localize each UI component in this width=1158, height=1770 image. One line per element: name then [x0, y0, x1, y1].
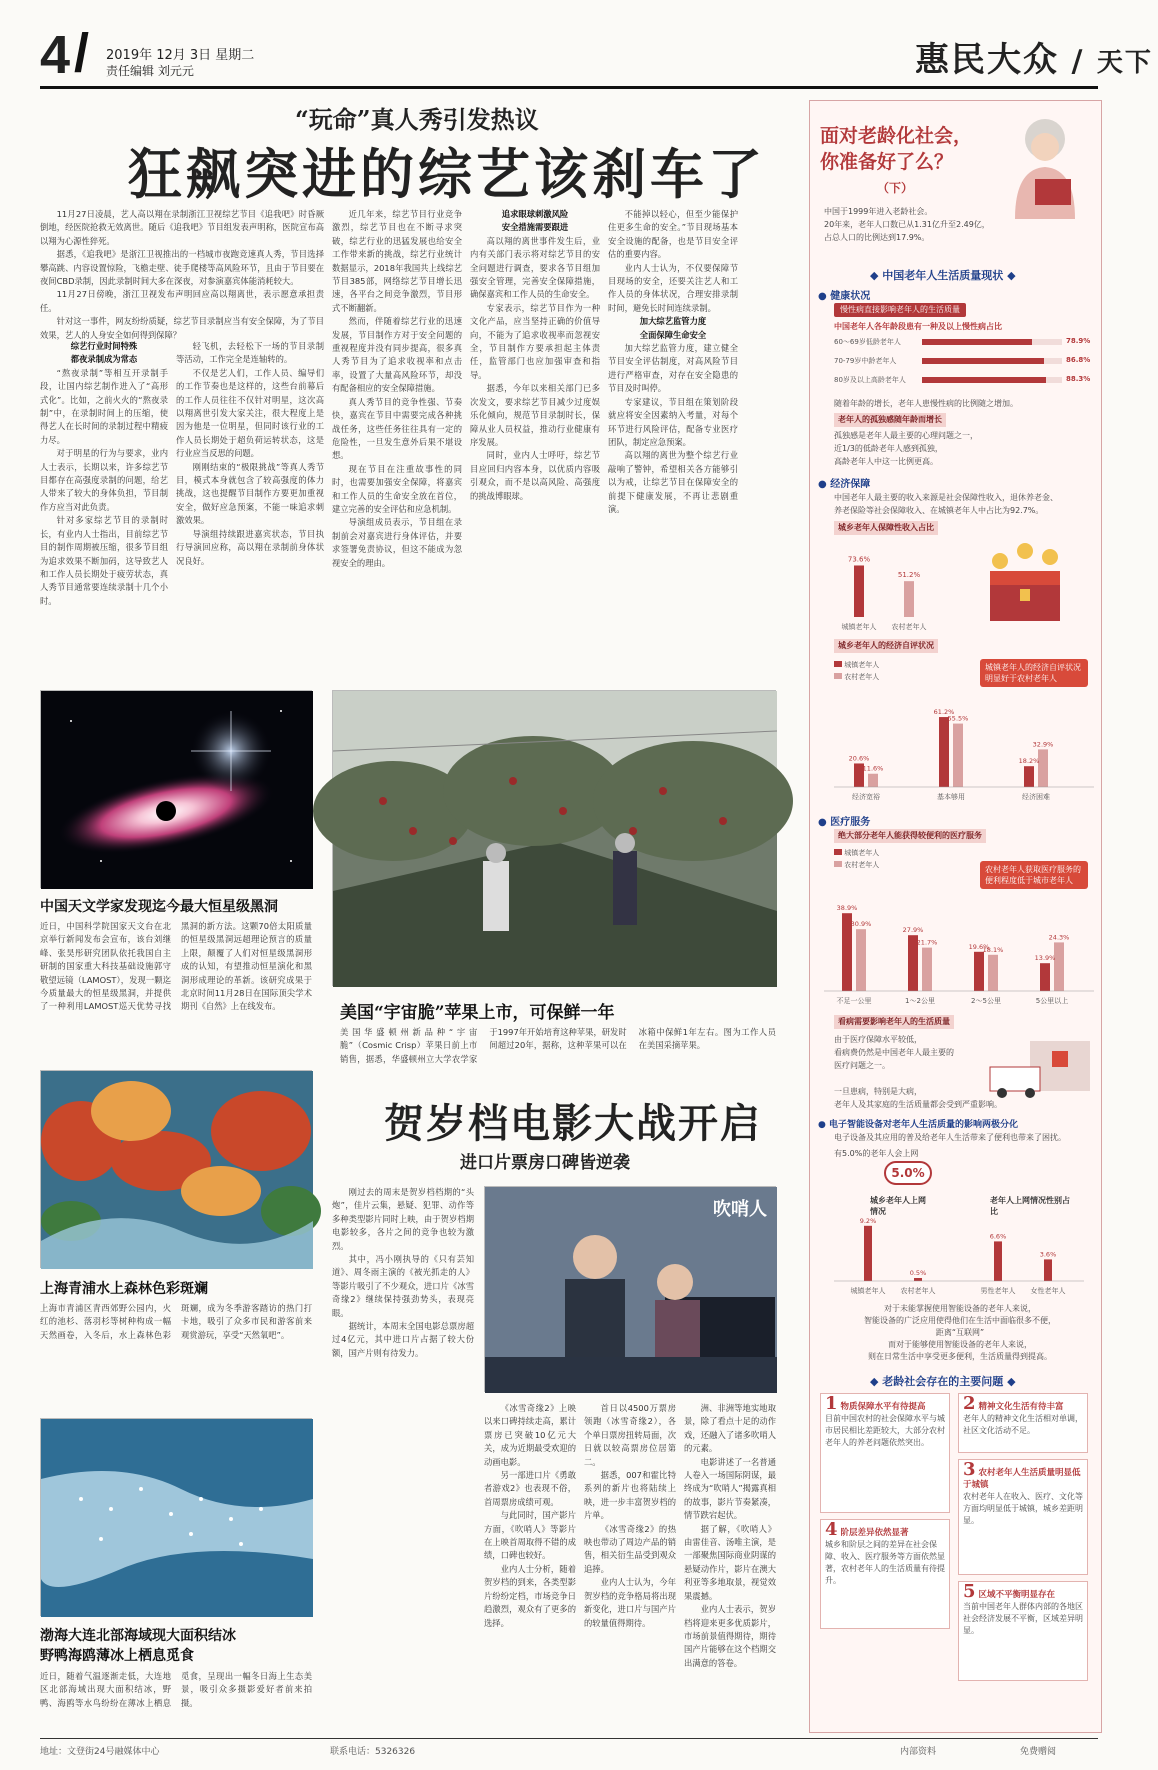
problem-title: 阶层差异依然显著	[837, 1528, 909, 1538]
internet-label: 农村老年人	[900, 1287, 936, 1295]
blackhole-text: 近日，中国科学院国家天文台在北京举行新闻发布会宣布，该台刘继峰、张昊彤研究团队依托我国自主研制的国家重大科技基础设施郭守敬望远镜（LAMOST），发现一颗迄今质量最大的恒星级黑洞，并提供了一种利用LAMOST巡天优势寻找黑洞的新方法。这颗70倍太阳质量的恒星级黑洞远超理论预言的质量上限，颠覆了人们对恒星级黑洞形成的认知，有望推动恒星演化和黑洞形成理论的革新。该研究成果于北京时间11月28日在国际顶尖学术期刊《自然》上在线发布。	[40, 921, 312, 1012]
footer-note-1: 内部资料	[900, 1747, 937, 1757]
medical-value-urban: 19.6%	[968, 942, 990, 951]
problem-text: 农村老年人在收入、医疗、文化等方面均明显低于城镇，城乡差距明显。	[963, 1492, 1083, 1525]
problem-heading	[825, 1393, 945, 1414]
elderly-woman-icon	[995, 109, 1095, 219]
forest-caption: 上海青浦水上森林色彩斑斓	[40, 1281, 208, 1297]
lead-col3-paragraph: 刚刚结束的“极限挑战”等真人秀节目，模式本身就包含了较高强度的体力挑战，这也提醒节目制作方要更加重视安全，做好应急预案，不能一味追求刺激效果。	[176, 461, 324, 526]
movie-col1-paragraph: 据统计，本周末全国电影总票房超过4亿元，其中进口片占据了较大份额，国产片则有待发力。	[332, 1321, 474, 1358]
editor-credit: 责任编辑 刘元元	[106, 64, 194, 78]
problems-title-text: 老龄社会存在的主要问题	[882, 1375, 1004, 1388]
movie-column-1	[332, 1186, 474, 1732]
seagull-illustration	[41, 1419, 313, 1617]
digital-note	[830, 1303, 1090, 1363]
section-title: ◆ 中国老年人生活质量现状 ◆	[870, 269, 1016, 282]
problem-heading	[963, 1459, 1083, 1491]
problems-title: ◆ 老龄社会存在的主要问题 ◆	[870, 1375, 1016, 1388]
lonely-line-1: 孤独感是老年人最主要的心理问题之一，	[834, 431, 978, 440]
problem-text: 目前中国农村的社会保障水平与城市居民相比差距较大，大部分农村老年人的养老问题依然突出。	[825, 1414, 945, 1447]
medical-legend-urban: 城镇老年人	[844, 849, 880, 857]
problem-title: 区域不平衡明显存在	[975, 1590, 1055, 1600]
lead-column-5	[470, 208, 600, 640]
expense-value-urban: 61.2%	[933, 708, 955, 717]
forest-photo	[40, 1070, 312, 1268]
header-rule	[40, 86, 1098, 89]
internet-bar	[994, 1241, 1002, 1281]
chronic-bar	[922, 377, 1046, 383]
medical-group-label: 2～5公里	[971, 997, 1001, 1005]
internet-badge: 5.0%	[884, 1161, 932, 1185]
footer-note-2: 免费赠阅	[1020, 1747, 1057, 1757]
lead-col5-paragraph: 据悉，今年以来相关部门已多次发文，要求综艺节目减少过度娱乐化倾向，规范节目录制时长，保障从业人员权益，推动行业健康有序发展。	[470, 383, 600, 447]
pension-label: 农村老年人	[891, 623, 927, 631]
problem-card	[958, 1393, 1088, 1453]
medical-bar-rural	[988, 955, 998, 991]
lead-column-1	[40, 208, 324, 340]
expense-group-label: 经济宽裕	[852, 793, 880, 801]
brand-name: 惠民大众	[915, 40, 1059, 80]
forest-illustration	[41, 1071, 313, 1269]
expense-bar-urban	[939, 717, 949, 787]
expense-value-rural: 55.5%	[947, 714, 969, 723]
medical-value-rural: 24.3%	[1048, 933, 1070, 942]
chronic-value: 88.3%	[1066, 375, 1091, 383]
movie-col4-paragraph: 业内人士表示，贺岁档将迎来更多优质影片，市场前景值得期待，期待国产片能够在这个档期交出满意的答卷。	[684, 1604, 776, 1668]
lead-col4-paragraph: 现在节目在注重故事性的同时，也需要加强安全保障，将嘉宾和工作人员的生命安全放在首位，建立完善的安全评估和应急机制。	[332, 463, 462, 514]
internet-label: 男性老年人	[980, 1287, 1016, 1295]
medical-group-label: 不足一公里	[836, 997, 872, 1005]
internet-value: 9.2%	[859, 1216, 877, 1225]
movie-poster-title: 吹哨人	[713, 1199, 767, 1220]
infographic-title-line2: 你准备好了么？	[820, 151, 954, 173]
legend-rural: 农村老年人	[844, 673, 880, 681]
chronic-bars	[834, 335, 1094, 395]
lead-column-6	[608, 208, 738, 640]
apple-orchard-illustration	[333, 691, 777, 987]
expense-bar-rural	[1038, 749, 1048, 787]
medical-bar-urban	[974, 952, 984, 991]
internet-chart	[824, 1211, 1094, 1299]
expense-bar-urban	[1024, 766, 1034, 787]
chronic-row-label: 60～69岁低龄老年人	[834, 338, 901, 346]
internet-bar	[1044, 1259, 1052, 1281]
internet-value: 0.5%	[909, 1269, 927, 1277]
blackhole-illustration	[41, 691, 313, 889]
internet-text: 有5.0%的老年人会上网	[834, 1149, 919, 1158]
digital-note-1: 对于未能掌握使用智能设备的老年人来说，	[884, 1304, 1036, 1313]
lead-col3-paragraph: 导演组持续跟进嘉宾状态，节目执行导演回应称，高以翔在录制前身体状况良好。	[176, 528, 324, 566]
problem-number: 1	[825, 1393, 838, 1414]
infographic-title-part: （下）	[876, 181, 913, 195]
problem-title: 农村老年人生活质量明显低于城镇	[963, 1468, 1081, 1490]
medical-value-urban: 13.9%	[1034, 954, 1056, 963]
medical-group-label: 5公里以上	[1035, 997, 1069, 1005]
lead-intro-paragraph: 据悉，《追我吧》是浙江卫视推出的一档城市夜跑竞速真人秀，节目选择攀高跳、内容设置惊险，飞檐走壁、徒手爬楼等高风险环节，且由于节目要在夜间CBD录制，因此录制时间大多在深夜，对参演嘉宾体能消耗较大。	[40, 249, 324, 287]
lead-col6-paragraph: 加大综艺监管力度，建立健全节目安全评估制度，对高风险节目进行严格审查，对存在安全隐患的节目及时叫停。	[608, 343, 738, 394]
economy-line-2: 养老保险等社会保障收入、在城镇老年人中占比为92.7%。	[834, 506, 1044, 515]
seagull-photo	[40, 1418, 312, 1616]
digital-text: 电子设备及其应用的普及给老年人生活带来了便利也带来了困扰。	[834, 1133, 1066, 1142]
chronic-pill: 慢性病直接影响老年人的生活质量	[834, 303, 966, 317]
chronic-bar	[922, 339, 1032, 345]
movie-headline: 贺岁档电影大战开启	[384, 1100, 762, 1147]
stay-line-2: 看病费仍然是中国老年人最主要的	[834, 1048, 954, 1057]
chronic-row-label: 70-79岁中龄老年人	[834, 357, 897, 365]
aging-infographic	[809, 100, 1102, 1733]
problem-number: 3	[963, 1459, 976, 1480]
movie-col2-paragraph: 与此同时，国产影片方面，《吹哨人》等影片在上映首周取得不错的成绩，口碑也较好。	[484, 1510, 576, 1561]
internet-value: 3.6%	[1039, 1250, 1057, 1259]
chronic-bar	[922, 358, 1044, 364]
pension-value: 51.2%	[897, 571, 921, 580]
expense-callout: 城镇老年人的经济自评状况明显好于农村老年人	[980, 659, 1088, 687]
lead-col4-paragraph: 近几年来，综艺节目行业竞争激烈，综艺节目也在不断寻求突破，综艺行业的迅猛发展也给安全工作带来新的挑战，综艺行业统计数据显示，2018年我国共上线综艺节目385部，网络综艺节目增长迅速，各平台之间竞争激烈，节目形式不断翻新。	[332, 209, 462, 313]
chronic-row	[834, 354, 1094, 368]
expense-pill: 城乡老年人的经济自评状况	[834, 639, 938, 653]
problem-title: 精神文化生活有待丰富	[975, 1402, 1064, 1412]
expense-value-urban: 18.2%	[1018, 757, 1040, 766]
footer-address: 地址：文登街24号融媒体中心	[40, 1747, 160, 1757]
stay-line-3: 医疗问题之一。	[834, 1061, 890, 1070]
medical-title: 医疗服务	[830, 817, 871, 828]
lead-col2-paragraph: 针对多家综艺节目的录制时长，有业内人士指出，目前综艺节目的制作周期被压缩，很多节目组为追求效果不断加码，这导致艺人和工作人员长期处于疲劳状态，真人秀节目通常要连续录制十几个小时。	[40, 515, 168, 606]
lead-column-4	[332, 208, 462, 640]
problem-card	[820, 1519, 950, 1629]
infographic-title-line1: 面对老龄化社会，	[820, 125, 973, 147]
pension-label: 城镇老年人	[841, 623, 877, 631]
page-number-slash: /	[74, 23, 90, 83]
lead-intro-paragraph: 针对这一事件，网友纷纷质疑，综艺节目录制应当有安全保障，为了节目效果，艺人的人身安全如何得到保障？	[40, 316, 324, 340]
digital-title: 电子智能设备对老年人生活质量的影响两极分化	[829, 1120, 1019, 1130]
movie-col4-paragraph: 据了解，《吹哨人》由雷佳音、汤唯主演，是一部聚焦国际商业阴谋的悬疑动作片，影片在澳大利亚等多地取景，视觉效果震撼。	[684, 1523, 776, 1601]
intro-line-1: 中国于1999年进入老龄社会。	[824, 207, 933, 216]
medical-bar-rural	[856, 929, 866, 991]
movie-col2-paragraph: 业内人士分析，随着贺岁档的到来，各类型影片纷纷定档，市场竞争日趋激烈，观众有了更多的选择。	[484, 1563, 576, 1628]
problems-grid	[820, 1393, 1092, 1723]
lead-intro-paragraph: 11月27日傍晚，浙江卫视发布声明回应高以翔离世，表示愿意承担责任。	[40, 289, 324, 313]
movie-col3-paragraph: 《冰雪奇缘2》的热映也带动了周边产品的销售，相关衍生品受到观众追捧。	[584, 1523, 676, 1574]
expense-chart	[834, 691, 1094, 807]
movie-col4-paragraph: 电影讲述了一名普通人卷入一场国际阴谋，最终成为“吹哨人”揭露真相的故事，影片节奏紧凑，情节跌宕起伏。	[684, 1456, 776, 1521]
lead-kicker: “玩命”真人秀引发热议	[295, 105, 539, 134]
movie-col3-paragraph: 首日以4500万票房领跑（冰雪奇缘2），各个单日票房扭转局面，次日就以较高票房位居第二。	[584, 1403, 676, 1467]
lead-col6-paragraph: 不能掉以轻心，但至少能保护住更多生命的安全。”节目现场基本安全设施的配备，也是节目安全评估的重要内容。	[608, 209, 738, 260]
lead-col2-paragraph: “熬夜录制”等相互开录制手段，让国内综艺制作进入了“高形式化”。比如，之前火火的“熬夜录制”中，在录制时间上的压缩，使得艺人在长时间的录制过程中精疲力尽。	[40, 367, 168, 445]
lead-col3-paragraph: 轻飞机，去轻松下一场的节目录制等活动，工作完全是连轴转的。	[176, 341, 324, 365]
chronic-value: 86.8%	[1066, 356, 1091, 364]
medical-pill: 绝大部分老年人能获得较便利的医疗服务	[834, 829, 986, 843]
lonely-line-2: 近1/3的低龄老年人感到孤独，	[834, 444, 943, 453]
expense-bar-rural	[868, 774, 878, 787]
treasure-chest-icon	[970, 541, 1080, 631]
intro-line-3: 占总人口的比例达到17.9%。	[824, 233, 930, 242]
problem-card	[820, 1393, 950, 1513]
internet-bar	[914, 1278, 922, 1281]
internet-label: 女性老年人	[1030, 1287, 1066, 1295]
lead-col6-paragraph: 业内人士认为，不仅要保障节目现场的安全，还要关注艺人和工作人员的身体状况，合理安排录制时间，避免长时间连续录制。	[608, 262, 738, 313]
lead-col4-paragraph: 导演组成员表示，节目组在录制前会对嘉宾进行身体评估，并要求签署免责协议，但这不能成为忽视安全的理由。	[332, 517, 462, 568]
pension-bar	[904, 581, 914, 617]
apple-text: 美国华盛顿州新品种“宇宙脆”（Cosmic Crisp）苹果日前上市销售，据悉，华盛顿州立大学农学家于1997年开始培育这种苹果，研发时间超过20年，据称，这种苹果可以在冰箱中保鲜1年左右。图为工作人员在美国采摘苹果。	[340, 1027, 776, 1064]
issue-date: 2019年 12月 3日 星期二	[106, 48, 255, 63]
lonely-pill: 老年人的孤独感随年龄而增长	[834, 413, 946, 427]
page-number: 4	[40, 25, 69, 85]
problem-title: 物质保障水平有待提高	[837, 1402, 926, 1412]
lead-col5-paragraph: 专家表示，综艺节目作为一种文化产品，应当坚持正确的价值导向，不能为了追求收视率而忽视安全，节目制作方要承担起主体责任，监管部门也应加强审查和指导。	[470, 302, 600, 380]
pension-pill: 城乡老年人保障性收入占比	[834, 521, 938, 535]
medical-value-rural: 21.7%	[916, 938, 938, 947]
digital-heading: ● 电子智能设备对老年人生活质量的影响两极分化	[818, 1120, 1019, 1130]
lead-col4-paragraph: 真人秀节目的竞争性强、节奏快，嘉宾在节目中需要完成各种挑战任务，这些任务往往具有一定的危险性，一旦发生意外后果不堪设想。	[332, 396, 462, 461]
medical-group-label: 1～2公里	[905, 997, 935, 1005]
urban-rural-label: 城乡老年人上网情况	[870, 1196, 926, 1216]
footer-rule	[40, 1738, 1098, 1739]
lead-column-3	[176, 340, 324, 640]
economy-heading: ● 经济保障	[818, 479, 871, 490]
section-title-text: 中国老年人生活质量现状	[882, 269, 1004, 282]
blackhole-photo	[40, 690, 312, 888]
problem-card	[958, 1581, 1088, 1681]
lead-col2-paragraph: 对于明星的行为与要求，业内人士表示，长期以来，许多综艺节目都存在高强度录制的问题，给艺人带来了较大的身体负担，节目制作方应当对此负责。	[40, 448, 168, 512]
infographic-title	[820, 123, 972, 201]
digital-note-5: 则在日常生活中享受更多便利，生活质量得到提高。	[868, 1352, 1052, 1361]
medical-bar-rural	[922, 948, 932, 991]
problem-number: 4	[825, 1519, 838, 1540]
stay-2-line-1: 一旦患病，特别是大病，	[834, 1087, 922, 1096]
medical-value-rural: 30.9%	[850, 920, 872, 929]
internet-label: 城镇老年人	[850, 1287, 886, 1295]
lead-col6-paragraph: 高以翔的离世为整个综艺行业敲响了警钟，希望相关各方能够引以为戒，让综艺节目在保障安全的前提下健康发展，不再让悲剧重演。	[608, 450, 738, 514]
chronic-row	[834, 373, 1094, 387]
movie-poster	[484, 1186, 776, 1392]
lead-subhead-2: 追求眼球刺激风险 安全措施需要跟进	[501, 209, 569, 233]
legend-urban: 城镇老年人	[844, 661, 880, 669]
medical-value-urban: 27.9%	[902, 926, 924, 935]
lead-subhead-3: 加大综艺监管力度 全面保障生命安全	[639, 316, 707, 340]
movie-col2-paragraph: 《冰雪奇缘2》上映以来口碑持续走高，累计票房已突破10亿元大关，成为近期最受欢迎的动画电影。	[484, 1403, 576, 1467]
economy-text	[834, 491, 1094, 517]
lead-column-2	[40, 340, 168, 640]
medical-chart	[824, 891, 1094, 1011]
problem-heading	[825, 1519, 945, 1540]
movie-col3-paragraph: 据悉，007和霍比特系列的新片也将陆续上映，进一步丰富贺岁档的片单。	[584, 1470, 676, 1521]
movie-column-2	[484, 1402, 576, 1732]
movie-col1-paragraph: 其中，冯小刚执导的《只有芸知道》、周冬雨主演的《被光抓走的人》等影片吸引了不少观众，进口片《冰雪奇缘2》继续保持强劲势头，表现亮眼。	[332, 1254, 474, 1318]
problem-card	[958, 1459, 1088, 1575]
blackhole-caption: 中国天文学家发现迄今最大恒星级黑洞	[40, 899, 278, 915]
problem-heading	[963, 1581, 1083, 1602]
pension-bar	[854, 565, 864, 617]
age-note: 随着年龄的增长，老年人患慢性病的比例随之增加。	[834, 399, 1018, 408]
stay-pill: 看病需要影响老年人的生活质量	[834, 1015, 954, 1029]
movie-column-4	[684, 1402, 776, 1732]
medical-value-urban: 38.9%	[836, 904, 858, 913]
stay-2-line-2: 老年人及其家庭的生活质量都会受到严重影响。	[834, 1100, 1002, 1109]
digital-note-4: 而对于能够使用智能设备的老年人来说，	[888, 1340, 1032, 1349]
medical-bar-urban	[1040, 963, 1050, 991]
medical-legend	[834, 847, 879, 871]
lonely-text	[834, 429, 1024, 468]
expense-value-urban: 20.6%	[848, 754, 870, 763]
economy-line-1: 中国老年人最主要的收入来源是社会保障性收入，退休养老金、	[834, 493, 1058, 502]
movie-col1-paragraph: 刚过去的周末是贺岁档档期的“头炮”，佳片云集，悬疑、犯罪、动作等多种类型影片同时上映，由于贺岁档期电影较多，各片之间的竞争也较为激烈。	[332, 1187, 474, 1251]
pension-chart	[834, 539, 954, 635]
movie-subhead: 进口片票房口碑皆逆袭	[460, 1153, 630, 1173]
problem-heading	[963, 1393, 1083, 1414]
lead-col5-paragraph: 高以翔的离世事件发生后，业内有关部门表示将对综艺节目的安全问题进行调查，要求各节目组加强安全管理，完善安全保障措施，确保嘉宾和工作人员的生命安全。	[470, 235, 600, 300]
intro-text	[824, 205, 1004, 244]
medical-value-rural: 18.1%	[982, 945, 1004, 954]
medical-callout: 农村老年人获取医疗服务的便利程度低于城市老年人	[980, 861, 1088, 889]
health-title: 健康状况	[830, 291, 871, 302]
intro-line-2: 20年来，老年人口数已从1.31亿升至2.49亿，	[824, 220, 990, 229]
lead-col5-paragraph: 同时，业内人士呼吁，综艺节目应回归内容本身，以优质内容吸引观众，而不是以高风险、高强度的挑战博眼球。	[470, 450, 600, 501]
problem-text: 当前中国老年人群体内部的各地区社会经济发展不平衡，区域差异明显。	[963, 1602, 1083, 1635]
apple-caption: 美国“宇宙脆”苹果上市，可保鲜一年	[340, 1003, 615, 1023]
medical-legend-rural: 农村老年人	[844, 861, 880, 869]
footer-phone: 联系电话：5326326	[330, 1747, 416, 1757]
section-name: 天下	[1096, 48, 1153, 78]
expense-bar-rural	[953, 724, 963, 787]
masthead-brand: 惠民大众 / 天下	[915, 40, 1153, 80]
movie-column-3	[584, 1402, 676, 1732]
digital-note-2: 智能设备的广泛应用使得他们在生活中面临很多不便，	[864, 1316, 1056, 1325]
lead-col3-paragraph: 不仅是艺人们，工作人员、编导们的工作节奏也是这样的，这些台前幕后的工作人员往往不仅针对明星，这次高以翔离世引发大家关注，很大程度上是因为他是一位明星，但同时该行业的工作人员长期处于超负荷运转状态，这是行业应当反思的问题。	[176, 367, 324, 459]
expense-group-label: 基本够用	[937, 793, 965, 801]
gender-label: 老年人上网情况性别占比	[990, 1196, 1070, 1216]
chronic-value: 78.9%	[1066, 337, 1091, 345]
problem-text: 老年人的精神文化生活相对单调，社区文化活动不足。	[963, 1414, 1083, 1435]
seagull-text: 近日，随着气温逐渐走低，大连地区北部海域出现大面积结冰，野鸭、海鸥等水鸟纷纷在薄冰上栖息觅食，呈现出一幅冬日海上生态美景，吸引众多摄影爱好者前来拍摄。	[40, 1671, 312, 1708]
medical-heading: ● 医疗服务	[818, 817, 871, 828]
expense-value-rural: 11.6%	[862, 764, 884, 773]
forest-text: 上海市青浦区青西郊野公园内，火红的池杉、落羽杉等树种构成一幅天然画卷，入冬后，水上森林色彩斑斓，成为冬季游客踏访的热门打卡地，吸引了众多市民和游客前来观赏游玩，享受“天然氧吧”。	[40, 1303, 312, 1340]
chronic-title: 中国老年人各年龄段患有一种及以上慢性病占比	[834, 322, 1002, 331]
lonely-line-3: 高龄老年人中这一比例更高。	[834, 457, 938, 466]
pension-value: 73.6%	[847, 555, 871, 564]
apple-photo	[332, 690, 776, 986]
economy-title: 经济保障	[830, 479, 871, 490]
expense-legend	[834, 659, 879, 683]
problem-number: 2	[963, 1393, 976, 1414]
movie-col3-paragraph: 业内人士认为，今年贺岁档的竞争格局将出现新变化，进口片与国产片的较量值得期待。	[584, 1577, 676, 1628]
lead-headline: 狂飙突进的综艺该刹车了	[128, 142, 766, 206]
lead-col4-paragraph: 然而，伴随着综艺行业的迅速发展，节目制作方对于安全问题的重视程度并没有同步提高，很多真人秀节目为了追求收视率和点击率，设置了大量高风险环节，却没有配备相应的安全保障措施。	[332, 316, 462, 394]
internet-value: 6.6%	[989, 1232, 1007, 1241]
chronic-row-label: 80岁及以上高龄老年人	[834, 376, 906, 384]
movie-col2-paragraph: 另一部进口片《勇敢者游戏2》也表现不俗，首周票房成绩可观。	[484, 1470, 576, 1507]
chronic-row	[834, 335, 1094, 349]
stay-line-1: 由于医疗保障水平较低，	[834, 1035, 922, 1044]
stay-text-2	[834, 1085, 1084, 1111]
medical-bar-rural	[1054, 942, 1064, 991]
internet-bar	[864, 1226, 872, 1281]
problem-text: 城乡和阶层之间的差异在社会保障、收入、医疗服务等方面依然显著，农村老年人的生活质量有待提升。	[825, 1540, 945, 1585]
stay-text	[834, 1033, 984, 1072]
seagull-caption: 渤海大连北部海域现大面积结冰 野鸭海鸥薄冰上栖息觅食	[40, 1628, 236, 1664]
movie-col4-paragraph: 洲、非洲等地实地取景，除了看点十足的动作戏，还融入了诸多吹哨人的元素。	[684, 1403, 776, 1454]
lead-col6-paragraph: 专家建议，节目组在策划阶段就应将安全因素纳入考量，对每个环节进行风险评估，配备专业医疗团队，制定应急预案。	[608, 396, 738, 447]
expense-value-rural: 32.9%	[1032, 740, 1054, 749]
health-heading: ● 健康状况	[818, 291, 871, 302]
problem-number: 5	[963, 1581, 976, 1602]
digital-note-3: 距离“互联网”	[935, 1328, 985, 1337]
lead-intro-paragraph: 11月27日凌晨，艺人高以翔在录制浙江卫视综艺节目《追我吧》时昏厥倒地，经医院抢救无效离世。随后《追我吧》节目组发表声明称，医院宣布高以翔为心源性猝死。	[40, 209, 324, 246]
lead-subhead-1: 综艺行业时间特殊 都夜录制成为常态	[70, 341, 138, 365]
expense-group-label: 经济困难	[1022, 793, 1050, 801]
